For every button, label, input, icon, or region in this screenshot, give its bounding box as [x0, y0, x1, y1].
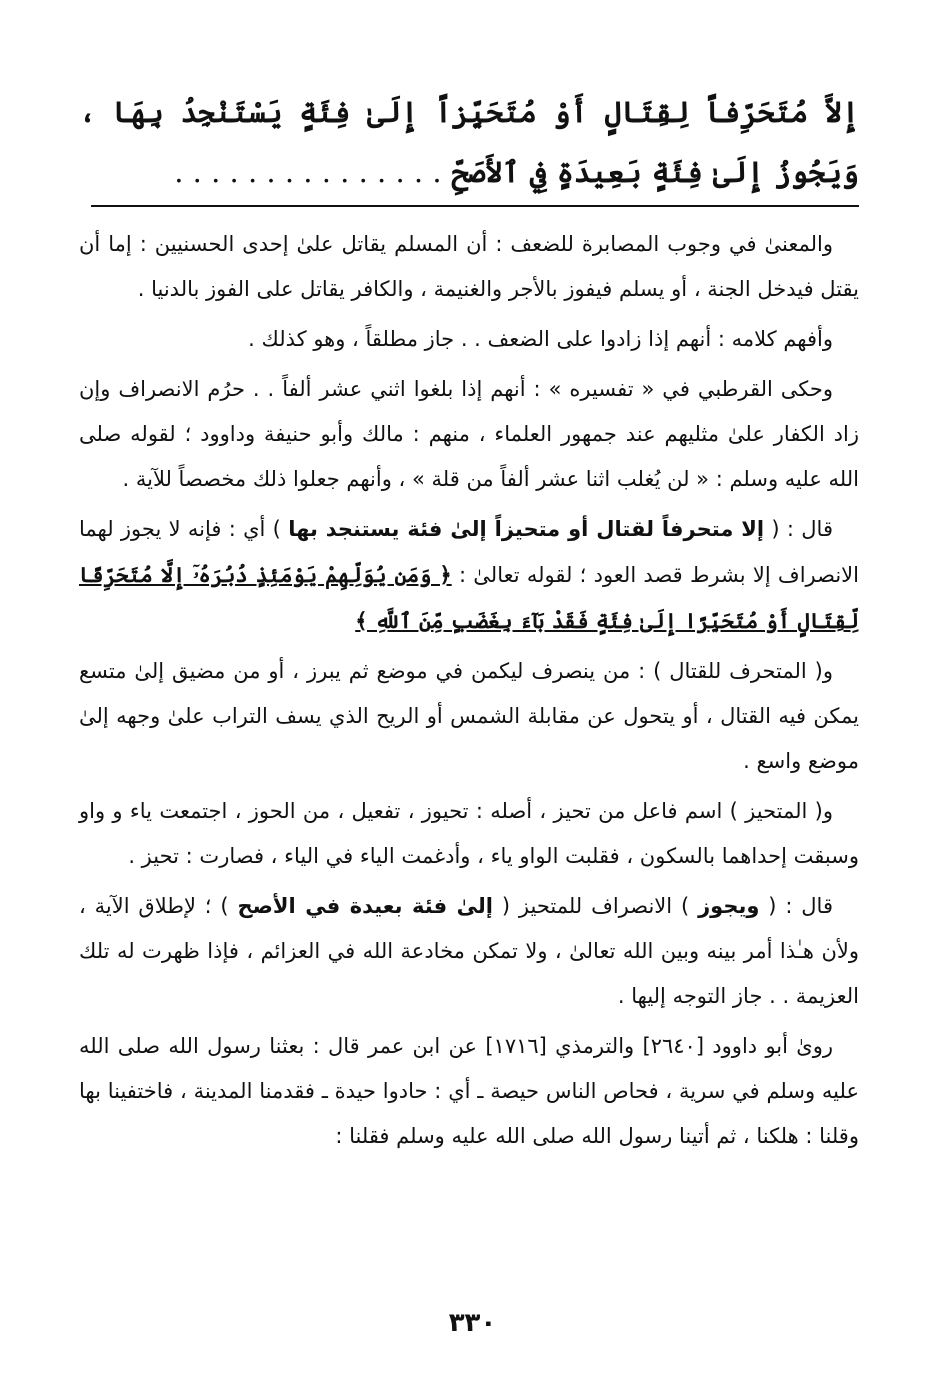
commentary-paragraph-7 — [79, 884, 859, 1019]
matn-line: إِلاَّ مُتَحَرِّفاً لِقِتَالٍ أَوْ مُتَحَيِّزاً إِلَىٰ فِئَةٍ يَسْتَنْجِدُ بِهَا ، وَيَجُوزُ إِلَىٰ فِئَةٍ بَعِيدَةٍ فِي ٱلأَصَحِّ — [79, 95, 859, 189]
paragraph-4-body: ) أي : فإنه لا يجوز لهما الانصراف إلا بشرط قصد العود ؛ لقوله تعالىٰ : — [79, 517, 859, 587]
commentary-paragraph-2: وأفهم كلامه : أنهم إذا زادوا على الضعف . . جاز مطلقاً ، وهو كذلك . — [248, 327, 833, 351]
commentary-paragraph-1: والمعنىٰ في وجوب المصابرة للضعف : أن المسلم يقاتل علىٰ إحدى الحسنيين : إما أن يقتل فيدخل الجنة ، أو يسلم فيفوز بالأجر والغنيمة ، والكافر يقاتل على الفوز بالدنيا . — [79, 232, 859, 301]
matn-text — [79, 82, 859, 202]
commentary-paragraph-6: و( المتحيز ) اسم فاعل من تحيز ، أصله : تحيوز ، تفعيل ، من الحوز ، اجتمعت ياء و واو وسبقت إحداهما بالسكون ، فقلبت الواو ياء ، وأدغمت الياء في الياء ، فصارت : تحيز . — [79, 799, 859, 868]
quran-verse: ﴿ وَمَن يُوَلِّهِمْ يَوْمَئِذٍ دُبُرَهُۥٓ إِلَّا مُتَحَرِّفًا لِّقِتَالٍ أَوْ مُتَحَيِّزًا إِلَىٰ فِئَةٍ فَقَدْ بَآءَ بِغَضَبٍ مِّنَ ٱللَّهِ ﴾ — [79, 562, 859, 633]
paragraph-7-lead: قال : ( — [768, 894, 833, 918]
paragraph-4-lead: قال : ( — [771, 517, 833, 541]
commentary-paragraph-3: وحكى القرطبي في « تفسيره » : أنهم إذا بلغوا اثني عشر ألفاً . . حرُم الانصراف وإن زاد الكفار علىٰ مثليهم عند جمهور العلماء ، منهم : مالك وأبو حنيفة وداوود ؛ لقوله صلى الله عليه وسلم : « لن يُغلب اثنا عشر ألفاً من قلة » ، وأنهم جعلوا ذلك مخصصاً للآية . — [79, 377, 859, 491]
divider-rule — [91, 205, 859, 207]
commentary-paragraph-4 — [79, 507, 859, 644]
quoted-matn-phrase: إلا متحرفاً لقتال أو متحيزاً إلىٰ فئة يستنجد بها — [288, 517, 765, 541]
quoted-matn-word: ويجوز — [698, 894, 760, 918]
matn-dots: . . . . . . . . . . . . . . . — [174, 155, 442, 189]
page-number: ٣٣٠ — [448, 1308, 497, 1338]
paragraph-7-mid: ) الانصراف للمتحيز ( — [501, 894, 690, 918]
commentary-paragraph-5: و( المتحرف للقتال ) : من ينصرف ليكمن في موضع ثم يبرز ، أو من مضيق إلىٰ متسع يمكن فيه القتال ، أو يتحول عن مقابلة الشمس أو الريح الذي يسف التراب علىٰ وجهه إلىٰ موضع واسع . — [79, 659, 859, 773]
commentary-paragraph-8: روىٰ أبو داوود [٢٦٤٠] والترمذي [١٧١٦] عن ابن عمر قال : بعثنا رسول الله صلى الله عليه وسلم في سرية ، فحاص الناس حيصة ـ أي : حادوا حيدة ـ فقدمنا المدينة ، فاختفينا بها وقلنا : هلكنا ، ثم أتينا رسول الله صلى الله عليه وسلم فقلنا : — [79, 1034, 859, 1148]
quoted-matn-phrase-2: إلىٰ فئة بعيدة في الأصح — [237, 894, 493, 918]
paragraph-7-body: ) ؛ لإطلاق الآية ، ولأن هـٰذا أمر بينه وبين الله تعالىٰ ، ولا تمكن مخادعة الله في العزائم ، فإذا ظهرت له تلك العزيمة . . جاز التوجه إليها . — [79, 894, 859, 1008]
commentary-text — [79, 222, 859, 1164]
